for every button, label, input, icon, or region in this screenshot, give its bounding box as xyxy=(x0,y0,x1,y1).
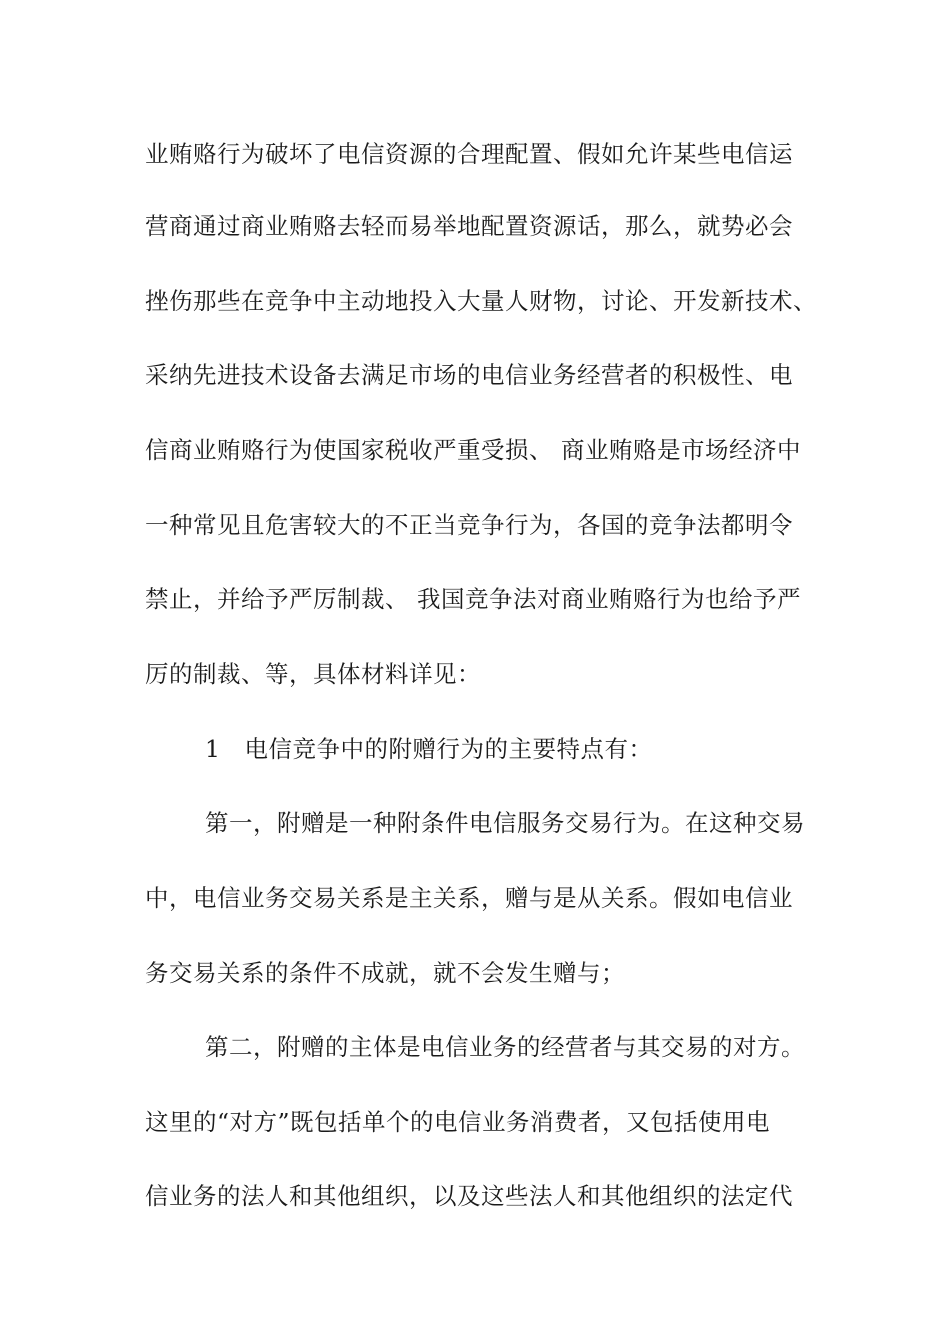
text-line: 采纳先进技术设备去满足市场的电信业务经营者的积极性、电 xyxy=(145,361,793,389)
text-line: 挫伤那些在竞争中主动地投入大量人财物，讨论、开发新技术、 xyxy=(145,287,817,315)
paragraph-first-line: 第一，附赠是一种附条件电信服务交易行为。在这种交易 xyxy=(205,809,805,837)
list-item-heading: 1 电信竞争中的附赠行为的主要特点有： xyxy=(205,735,653,763)
text-line: 这里的“对方”既包括单个的电信业务消费者，又包括使用电 xyxy=(145,1108,771,1136)
text-line: 厉的制裁、等，具体材料详见： xyxy=(145,660,481,688)
text-line: 信业务的法人和其他组织，以及这些法人和其他组织的法定代 xyxy=(145,1182,793,1210)
text-line: 业贿赂行为破坏了电信资源的合理配置、假如允许某些电信运 xyxy=(145,140,793,168)
text-line: 禁止，并给予严厉制裁、 我国竞争法对商业贿赂行为也给予严 xyxy=(145,585,801,613)
text-line: 中，电信业务交易关系是主关系，赠与是从关系。假如电信业 xyxy=(145,884,793,912)
paragraph-first-line: 第二，附赠的主体是电信业务的经营者与其交易的对方。 xyxy=(205,1033,805,1061)
text-line: 营商通过商业贿赂去轻而易举地配置资源话，那么，就势必会 xyxy=(145,212,793,240)
text-line: 一种常见且危害较大的不正当竞争行为，各国的竞争法都明令 xyxy=(145,511,793,539)
text-line: 信商业贿赂行为使国家税收严重受损、 商业贿赂是市场经济中 xyxy=(145,436,801,464)
text-line: 务交易关系的条件不成就，就不会发生赠与； xyxy=(145,959,625,987)
